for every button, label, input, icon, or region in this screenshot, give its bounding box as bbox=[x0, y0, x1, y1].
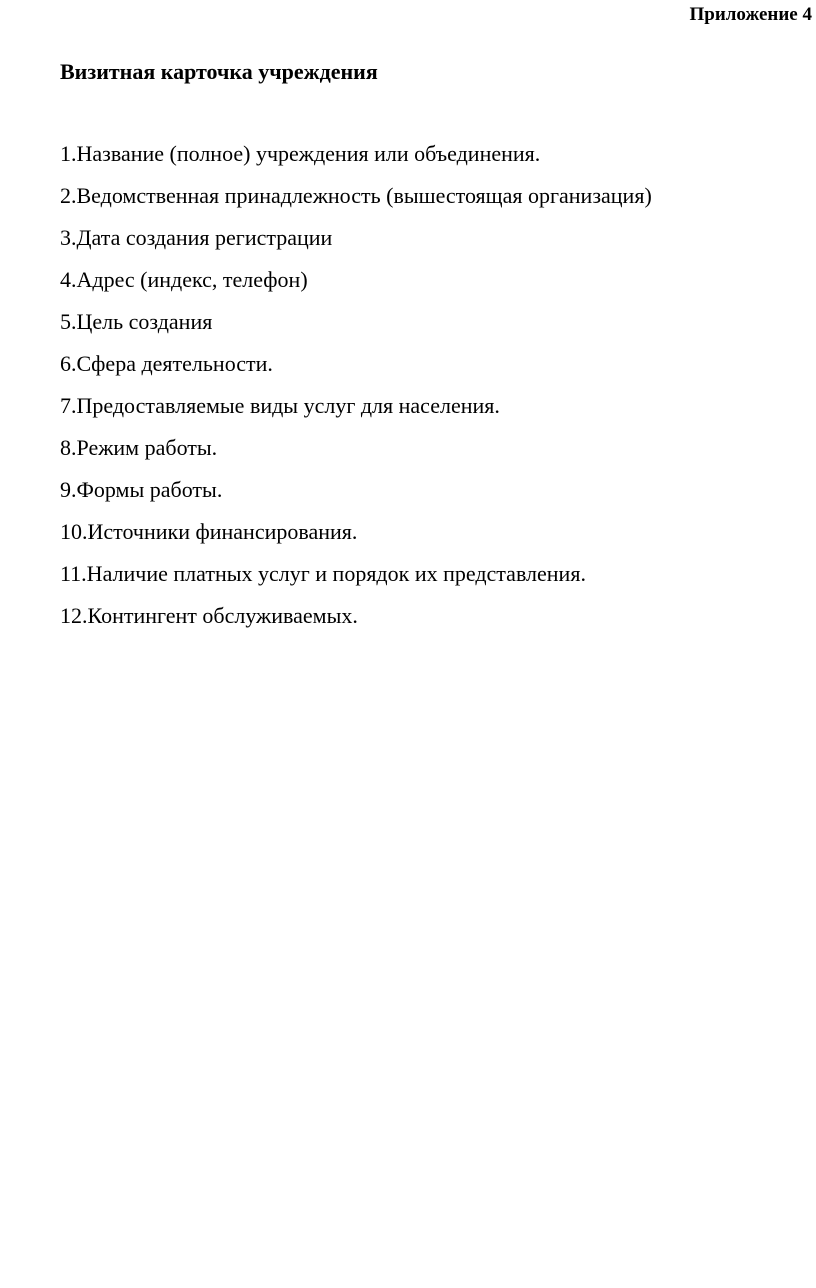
list-item: 1.Название (полное) учреждения или объединения. bbox=[60, 141, 541, 166]
list-item: 6.Сфера деятельности. bbox=[60, 351, 273, 376]
list-item: 11.Наличие платных услуг и порядок их представления. bbox=[60, 561, 586, 586]
document-title: Визитная карточка учреждения bbox=[60, 59, 378, 84]
list-item: 10.Источники финансирования. bbox=[60, 519, 358, 544]
list-item: 12.Контингент обслуживаемых. bbox=[60, 603, 358, 628]
list-item: 8.Режим работы. bbox=[60, 435, 218, 460]
list-item: 3.Дата создания регистрации bbox=[60, 225, 333, 250]
list-item: 4.Адрес (индекс, телефон) bbox=[60, 267, 308, 292]
list-item: 5.Цель создания bbox=[60, 309, 213, 334]
list-item: 9.Формы работы. bbox=[60, 477, 223, 502]
list-item: 2.Ведомственная принадлежность (вышестоящая организация) bbox=[60, 183, 652, 208]
list-item: 7.Предоставляемые виды услуг для населения. bbox=[60, 393, 500, 418]
appendix-label: Приложение 4 bbox=[689, 4, 812, 25]
item-list bbox=[60, 141, 652, 645]
